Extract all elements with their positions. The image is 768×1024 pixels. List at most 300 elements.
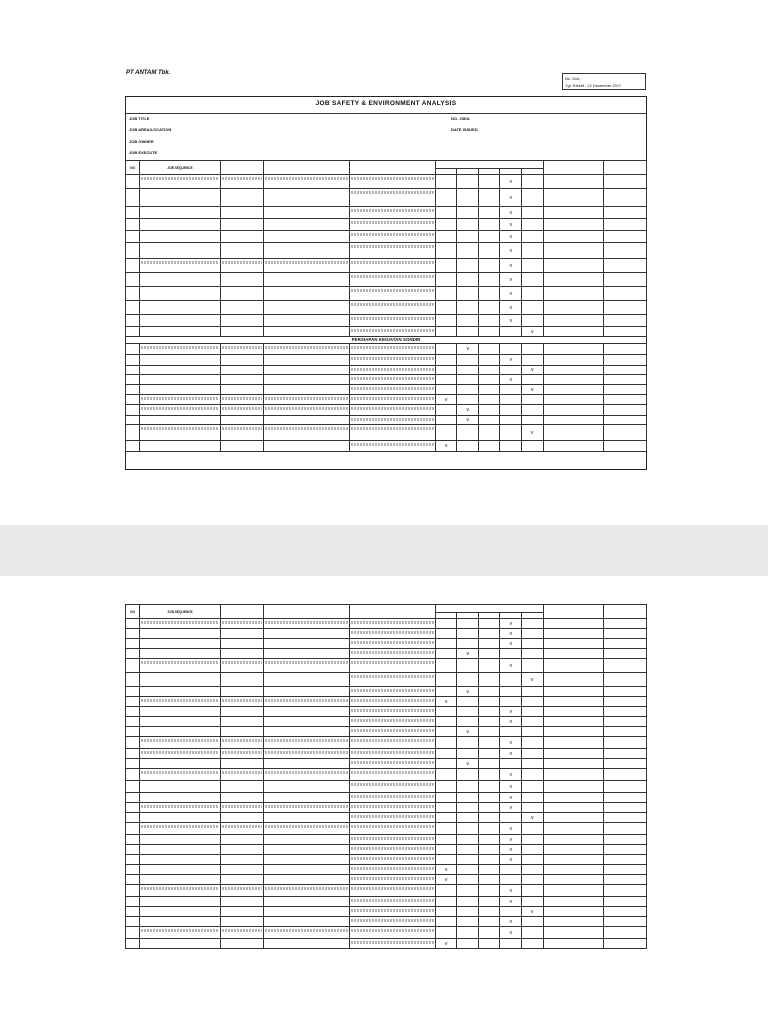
form-cell (220, 231, 263, 243)
illegible-text (141, 699, 218, 702)
illegible-text (351, 245, 434, 248)
illegible-text (351, 289, 434, 292)
risk-check-cell (522, 727, 544, 737)
form-cell (126, 405, 140, 416)
risk-check-cell (522, 781, 544, 793)
illegible-text (351, 191, 434, 194)
illegible-text (222, 261, 262, 264)
illegible-text (351, 407, 434, 410)
risk-check-cell (457, 659, 479, 673)
header-hazard (263, 161, 349, 175)
risk-check-cell (457, 769, 479, 781)
form-cell (603, 659, 646, 673)
risk-check-cell (500, 385, 522, 395)
risk-check-cell (500, 243, 522, 259)
form-cell (140, 687, 220, 697)
table-row (126, 707, 647, 717)
form-cell (543, 813, 603, 823)
illegible-text (351, 739, 434, 742)
illegible-text (222, 661, 262, 664)
risk-check-cell (522, 793, 544, 803)
form-cell (543, 781, 603, 793)
illegible-text (351, 221, 434, 224)
form-cell (603, 885, 646, 897)
form-cell (349, 315, 435, 327)
check-mark: v (466, 728, 469, 735)
illegible-text (222, 407, 262, 410)
form-cell (126, 441, 140, 452)
illegible-text (141, 261, 218, 264)
document-info-box: No. Dok : Tgl. Efektif : 12 Desember 2017 (562, 73, 646, 90)
form-cell (349, 175, 435, 189)
risk-check-cell (478, 927, 500, 939)
illegible-text (351, 661, 434, 664)
risk-check-cell (478, 243, 500, 259)
risk-check-cell (478, 803, 500, 813)
risk-check-cell (478, 759, 500, 769)
form-cell (140, 207, 220, 219)
risk-check-cell (435, 885, 457, 897)
form-cell (349, 697, 435, 707)
risk-check-cell (457, 835, 479, 845)
illegible-text (351, 751, 434, 754)
risk-check-cell (522, 875, 544, 885)
form-cell (140, 287, 220, 301)
form-cell (140, 673, 220, 687)
risk-check-cell (478, 375, 500, 385)
check-mark: v (509, 620, 512, 627)
form-cell (220, 907, 263, 917)
form-cell (603, 845, 646, 855)
form-cell (140, 243, 220, 259)
form-cell (220, 707, 263, 717)
illegible-text (141, 621, 218, 624)
form-cell (543, 189, 603, 207)
form-cell (543, 875, 603, 885)
form-cell (349, 793, 435, 803)
table-row (126, 897, 647, 907)
table-row (126, 385, 647, 395)
form-cell (603, 189, 646, 207)
form-cell (220, 803, 263, 813)
form-cell (220, 315, 263, 327)
illegible-text (351, 877, 434, 880)
risk-check-cell (500, 737, 522, 749)
risk-check-cell (435, 781, 457, 793)
form-cell (140, 759, 220, 769)
form-cell (126, 907, 140, 917)
form-cell (543, 749, 603, 759)
form-cell (126, 629, 140, 639)
form-cell (126, 875, 140, 885)
form-cell (126, 793, 140, 803)
table-row (126, 717, 647, 727)
risk-check-cell (478, 687, 500, 697)
form-cell (543, 231, 603, 243)
form-cell (220, 425, 263, 441)
risk-check-cell (478, 231, 500, 243)
form-cell (263, 219, 349, 231)
risk-check-cell (435, 619, 457, 629)
risk-check-cell (457, 273, 479, 287)
form-cell (543, 717, 603, 727)
risk-check-cell (435, 939, 457, 949)
form-cell (126, 865, 140, 875)
form-cell (140, 649, 220, 659)
risk-check-cell (457, 425, 479, 441)
illegible-text (351, 651, 434, 654)
form-cell (263, 793, 349, 803)
form-cell (603, 673, 646, 687)
form-cell (126, 759, 140, 769)
risk-check-cell (435, 375, 457, 385)
illegible-text (351, 909, 434, 912)
form-cell (603, 425, 646, 441)
check-mark: v (509, 718, 512, 725)
form-cell (603, 287, 646, 301)
risk-check-cell (522, 416, 544, 425)
form-cell (603, 737, 646, 749)
form-cell (263, 425, 349, 441)
risk-check-cell (457, 927, 479, 939)
form-cell (126, 219, 140, 231)
form-cell (263, 897, 349, 907)
form-cell (543, 629, 603, 639)
form-cell (263, 823, 349, 835)
form-cell (126, 769, 140, 781)
table-row (126, 629, 647, 639)
risk-check-cell (435, 927, 457, 939)
risk-check-cell (522, 301, 544, 315)
form-cell (126, 939, 140, 949)
form-cell (140, 619, 220, 629)
company-name: PT ANTAM Tbk. (126, 70, 171, 76)
table-row (126, 327, 647, 337)
table-row (126, 907, 647, 917)
form-cell (349, 405, 435, 416)
illegible-text (351, 631, 434, 634)
form-cell (220, 865, 263, 875)
risk-check-cell (500, 619, 522, 629)
form-cell (220, 813, 263, 823)
table-row (126, 259, 647, 273)
illegible-text (141, 346, 218, 349)
table-row (126, 375, 647, 385)
form-cell (349, 759, 435, 769)
illegible-text (351, 857, 434, 860)
risk-check-cell (478, 207, 500, 219)
risk-check-cell (435, 813, 457, 823)
risk-check-cell (522, 885, 544, 897)
risk-check-cell (522, 175, 544, 189)
risk-check-cell (435, 835, 457, 845)
check-mark: v (509, 304, 512, 311)
form-cell (349, 629, 435, 639)
form-cell (543, 687, 603, 697)
table-row (126, 835, 647, 845)
illegible-text (265, 805, 348, 808)
risk-check-cell (522, 189, 544, 207)
form-cell (263, 344, 349, 355)
form-cell (126, 231, 140, 243)
form-cell (349, 659, 435, 673)
risk-check-cell (457, 327, 479, 337)
form-cell (220, 366, 263, 375)
form-cell (603, 875, 646, 885)
illegible-text (141, 825, 218, 828)
risk-check-cell (500, 189, 522, 207)
table-row (126, 781, 647, 793)
check-mark: v (444, 698, 448, 705)
illegible-text (351, 771, 434, 774)
form-cell (603, 416, 646, 425)
form-cell (543, 395, 603, 405)
risk-check-cell (500, 823, 522, 835)
illegible-text (351, 929, 434, 932)
illegible-text (351, 443, 434, 446)
form-cell (220, 727, 263, 737)
risk-check-cell (435, 366, 457, 375)
form-cell (603, 175, 646, 189)
risk-check-cell (500, 769, 522, 781)
form-cell (349, 885, 435, 897)
risk-check-cell (478, 781, 500, 793)
illegible-text (351, 887, 434, 890)
illegible-text (141, 771, 218, 774)
form-cell (543, 405, 603, 416)
form-cell (126, 344, 140, 355)
table-row (126, 855, 647, 865)
risk-check-cell (457, 441, 479, 452)
table-row (126, 405, 647, 416)
form-cell (263, 441, 349, 452)
field-label-date-issued: DATE ISSUED (451, 127, 478, 132)
form-cell (140, 219, 220, 231)
form-cell (220, 855, 263, 865)
form-cell (140, 917, 220, 927)
form-cell (263, 243, 349, 259)
form-cell (126, 845, 140, 855)
form-cell (263, 273, 349, 287)
form-cell (140, 189, 220, 207)
risk-check-cell (478, 697, 500, 707)
form-cell (349, 907, 435, 917)
table-row (126, 207, 647, 219)
form-cell (140, 855, 220, 865)
form-cell (603, 315, 646, 327)
form-cell (603, 259, 646, 273)
form-cell (543, 803, 603, 813)
form-cell (140, 441, 220, 452)
form-cell (603, 441, 646, 452)
risk-check-cell (457, 315, 479, 327)
form-cell (263, 737, 349, 749)
form-cell (126, 697, 140, 707)
risk-check-cell (500, 907, 522, 917)
form-cell (543, 355, 603, 366)
illegible-text (351, 209, 434, 212)
table-row (126, 366, 647, 375)
risk-check-cell (478, 366, 500, 375)
form-cell (603, 301, 646, 315)
risk-check-cell (522, 273, 544, 287)
risk-check-cell (457, 793, 479, 803)
form-cell (543, 727, 603, 737)
risk-check-cell (457, 287, 479, 301)
illegible-text (351, 815, 434, 818)
risk-check-cell (457, 737, 479, 749)
check-mark: v (509, 357, 512, 363)
form-cell (543, 897, 603, 907)
risk-check-cell (435, 315, 457, 327)
form-cell (349, 917, 435, 927)
risk-check-cell (500, 405, 522, 416)
illegible-text (265, 751, 348, 754)
form-cell (220, 917, 263, 927)
risk-check-cell (435, 845, 457, 855)
risk-check-cell (478, 175, 500, 189)
form-cell (263, 619, 349, 629)
form-cell (126, 175, 140, 189)
risk-check-cell (500, 629, 522, 639)
risk-check-cell (457, 917, 479, 927)
form-cell (349, 416, 435, 425)
form-cell (140, 395, 220, 405)
illegible-text (222, 805, 262, 808)
risk-check-cell (435, 189, 457, 207)
illegible-text (351, 847, 434, 850)
header-no: NO (126, 605, 140, 619)
form-cell (263, 366, 349, 375)
form-cell (603, 629, 646, 639)
form-cell (126, 375, 140, 385)
form-cell (126, 897, 140, 907)
risk-check-cell (500, 231, 522, 243)
illegible-text (222, 397, 262, 400)
risk-check-cell (435, 231, 457, 243)
form-cell (140, 315, 220, 327)
form-cell (140, 865, 220, 875)
risk-check-cell (435, 727, 457, 737)
risk-check-cell (500, 649, 522, 659)
form-cell (603, 939, 646, 949)
form-cell (603, 835, 646, 845)
risk-check-cell (522, 717, 544, 727)
table-row (126, 749, 647, 759)
risk-check-cell (522, 259, 544, 273)
check-mark: v (509, 929, 512, 936)
risk-check-cell (478, 835, 500, 845)
illegible-text (351, 899, 434, 902)
risk-check-cell (435, 659, 457, 673)
illegible-text (222, 751, 262, 754)
form-cell (263, 659, 349, 673)
check-mark: v (444, 940, 448, 947)
table-row (126, 875, 647, 885)
illegible-text (222, 346, 262, 349)
form-cell (126, 327, 140, 337)
illegible-text (141, 427, 218, 430)
form-cell (126, 855, 140, 865)
form-cell (603, 927, 646, 939)
form-cell (140, 927, 220, 939)
form-cell (263, 769, 349, 781)
form-cell (263, 639, 349, 649)
risk-check-cell (435, 287, 457, 301)
risk-check-cell (435, 385, 457, 395)
form-cell (543, 375, 603, 385)
illegible-text (265, 346, 348, 349)
illegible-text (141, 407, 218, 410)
risk-check-cell (522, 687, 544, 697)
field-label-job-execute: JOB EXECUTE (129, 150, 158, 155)
form-cell (220, 793, 263, 803)
illegible-text (351, 275, 434, 278)
form-cell (349, 301, 435, 315)
risk-check-cell (500, 416, 522, 425)
form-cell (543, 327, 603, 337)
check-mark: v (509, 262, 512, 269)
risk-check-cell (522, 855, 544, 865)
table-row (126, 823, 647, 835)
risk-check-cell (435, 219, 457, 231)
form-cell (140, 327, 220, 337)
form-cell (349, 639, 435, 649)
illegible-text (351, 783, 434, 786)
form-cell (603, 717, 646, 727)
risk-check-cell (457, 231, 479, 243)
form-cell (140, 835, 220, 845)
illegible-text (351, 329, 434, 332)
form-cell (603, 219, 646, 231)
form-cell (220, 344, 263, 355)
form-cell (220, 927, 263, 939)
form-cell (543, 673, 603, 687)
risk-check-cell (522, 344, 544, 355)
risk-check-cell (478, 939, 500, 949)
risk-check-cell (522, 897, 544, 907)
form-cell (140, 425, 220, 441)
form-cell (220, 189, 263, 207)
form-cell (603, 395, 646, 405)
risk-check-cell (500, 301, 522, 315)
illegible-text (351, 795, 434, 798)
check-mark: v (531, 908, 534, 915)
form-cell (220, 697, 263, 707)
form-cell (220, 639, 263, 649)
risk-check-cell (500, 865, 522, 875)
risk-check-cell (435, 707, 457, 717)
risk-check-cell (522, 375, 544, 385)
form-cell (349, 189, 435, 207)
illegible-text (351, 261, 434, 264)
risk-check-cell (522, 649, 544, 659)
form-cell (140, 897, 220, 907)
form-cell (543, 759, 603, 769)
form-cell (126, 301, 140, 315)
form-cell (220, 375, 263, 385)
illegible-text (141, 397, 218, 400)
form-cell (263, 673, 349, 687)
risk-check-cell (478, 315, 500, 327)
form-cell (263, 189, 349, 207)
risk-check-cell (457, 416, 479, 425)
risk-check-cell (478, 301, 500, 315)
field-label-job-owner: JOB OWNER (129, 139, 154, 144)
form-cell (543, 259, 603, 273)
risk-check-cell (500, 287, 522, 301)
risk-check-cell (522, 769, 544, 781)
